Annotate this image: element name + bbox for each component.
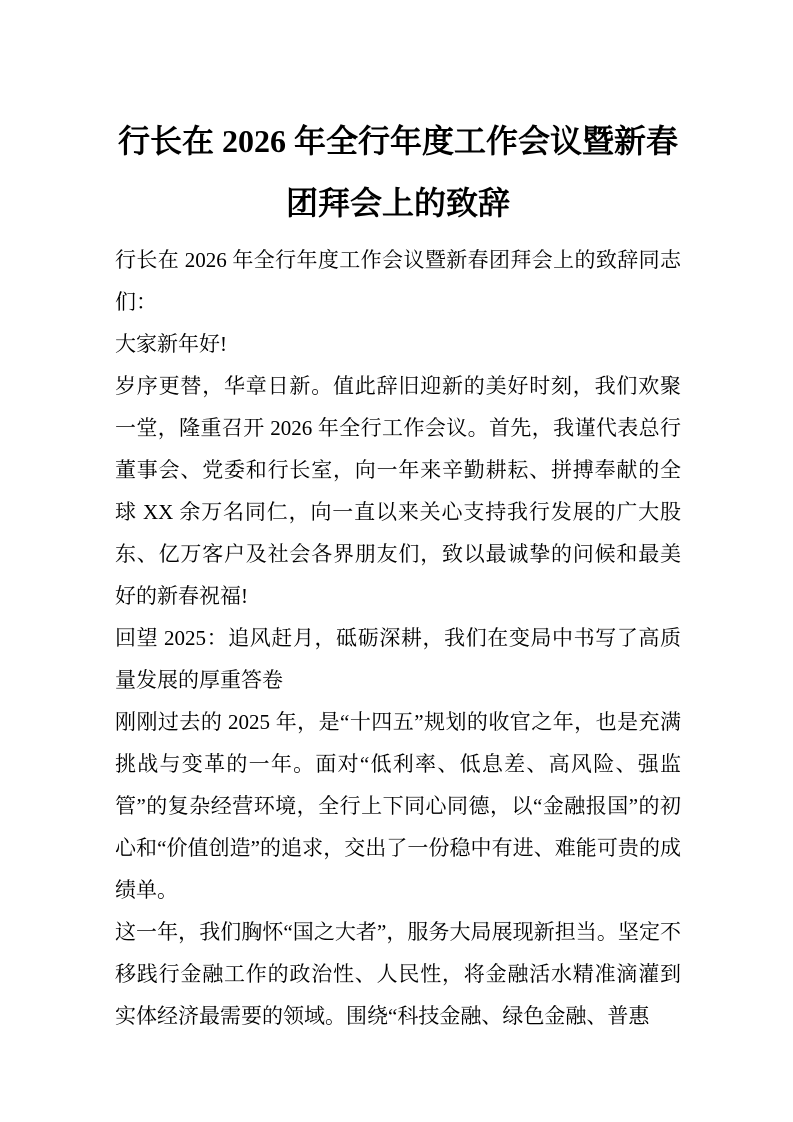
paragraph-opening: 岁序更替，华章日新。值此辞旧迎新的美好时刻，我们欢聚一堂，隆重召开 2026 年全行工作会议。首先，我谨代表总行董事会、党委和行长室，向一年来辛勤耕耘、拼搏奉献的全球 XX 余万名同仁，向一直以来关心支持我行发展的广大股东、亿万客户及社会各界朋友们，致以最诚挚的问候和最美好的新春祝福! — [115, 374, 681, 608]
document-body — [115, 239, 681, 1037]
paragraph-salutation: 行长在 2026 年全行年度工作会议暨新春团拜会上的致辞同志们： — [115, 248, 681, 314]
document-title: 行长在 2026 年全行年度工作会议暨新春团拜会上的致辞 — [117, 123, 678, 221]
paragraph-2025-summary: 刚刚过去的 2025 年，是“十四五”规划的收官之年，也是充满挑战与变革的一年。面对“低利率、低息差、高风险、强监管”的复杂经营环境，全行上下同心同德，以“金融报国”的初心和“价值创造”的追求，交出了一份稳中有进、难能可贵的成绩单。 — [115, 710, 681, 902]
paragraph-greeting: 大家新年好! — [115, 332, 227, 356]
paragraph-achievements: 这一年，我们胸怀“国之大者”，服务大局展现新担当。坚定不移践行金融工作的政治性、人民性，将金融活水精准滴灌到实体经济最需要的领域。围绕“科技金融、绿色金融、普惠 — [115, 920, 681, 1028]
paragraph-section-heading-2025-review: 回望 2025：追风赶月，砥砺深耕，我们在变局中书写了高质量发展的厚重答卷 — [115, 626, 681, 692]
